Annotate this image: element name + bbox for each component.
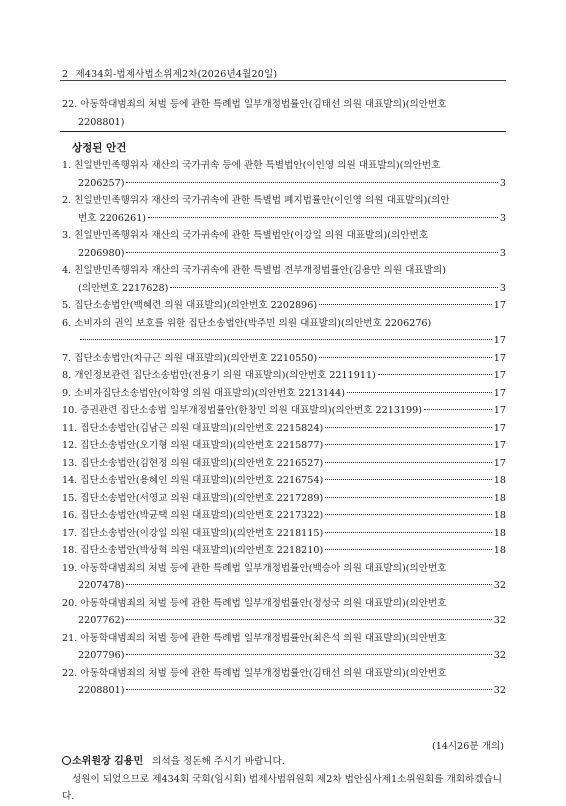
section-divider — [60, 131, 506, 132]
leader-dots — [80, 339, 492, 340]
agenda-item-title-cont: 2207762) — [78, 615, 125, 626]
agenda-item — [62, 560, 506, 595]
agenda-item-page: 18 — [493, 492, 506, 504]
agenda-item-page: 32 — [493, 650, 506, 661]
leader-dots — [325, 444, 492, 445]
page-header — [62, 66, 277, 80]
speech-paragraph: 성원이 되었으므로 제434회 국회(임시회) 법제사법위원회 제2차 법안심사제1소위원회를 개회하겠습니다. — [62, 773, 503, 802]
agenda-item-title: 12. 집단소송법안(오기형 의원 대표발의)(의안번호 2215877) — [62, 440, 324, 451]
agenda-item — [62, 490, 506, 508]
agenda-item-title-cont: 2208801) — [78, 685, 125, 696]
agenda-item-title-cont: (의안번호 2217628) — [78, 282, 169, 294]
leader-dots — [319, 304, 492, 305]
leader-dots — [126, 654, 491, 655]
carried-over-agenda-item — [62, 96, 506, 131]
agenda-item — [62, 472, 506, 490]
leader-dots — [325, 427, 492, 428]
leader-dots — [148, 217, 498, 218]
agenda-item-title-cont: 2206980) — [78, 247, 125, 259]
agenda-item — [62, 455, 506, 473]
section-title: 상정된 안건 — [72, 142, 127, 154]
agenda-item-page: 32 — [493, 615, 506, 626]
agenda-item-page: 18 — [493, 510, 506, 521]
agenda-item-page: 17 — [493, 457, 506, 469]
agenda-item — [62, 315, 506, 350]
agenda-item-title: 5. 집단소송법안(백혜련 의원 대표발의)(의안번호 2202896) — [62, 300, 318, 311]
agenda-item-page: 3 — [499, 177, 506, 189]
agenda-item — [62, 630, 506, 665]
agenda-item-title: 20. 아동학대범죄의 처벌 등에 관한 특례법 일부개정법률안(정성국 의원 대표발의)(의안번호 — [62, 597, 447, 609]
agenda-item-title: 22. 아동학대범죄의 처벌 등에 관한 특례법 일부개정법률안(김태선 의원 대표발의)(의안번호 — [62, 667, 447, 679]
agenda-item-title: 21. 아동학대범죄의 처벌 등에 관한 특례법 일부개정법률안(최은석 의원 대표발의)(의안번호 — [62, 632, 447, 644]
agenda-item-title-cont: 2207796) — [78, 650, 125, 661]
agenda-item-page: 17 — [493, 387, 506, 399]
agenda-item-title: 8. 개인정보관련 집단소송법안(전용기 의원 대표발의)(의안번호 2211911) — [62, 370, 376, 381]
agenda-item — [62, 297, 506, 315]
leader-dots — [126, 584, 491, 585]
agenda-item-page: 17 — [493, 352, 506, 364]
page-number: 2 — [62, 69, 69, 80]
leader-dots — [325, 497, 492, 498]
agenda-item — [62, 437, 506, 455]
agenda-item-title: 15. 집단소송법안(서영교 의원 대표발의)(의안번호 2217289) — [62, 492, 324, 504]
agenda-item-title: 14. 집단소송법안(용혜인 의원 대표발의)(의안번호 2216754) — [62, 475, 324, 486]
carried-item-line-2: 2208801) — [78, 116, 125, 128]
opening-time-note: (14시26분 개의) — [431, 741, 504, 752]
agenda-list — [62, 157, 506, 700]
agenda-item — [62, 525, 506, 543]
agenda-item — [62, 385, 506, 403]
agenda-item — [62, 262, 506, 297]
session-title: 제434회-법제사법소위제2차(2026년4월20일) — [75, 69, 278, 80]
agenda-item-title: 4. 친일반민족행위자 재산의 국가귀속에 관한 특별법 전부개정법률안(김용만 의원 대표발의) — [62, 265, 446, 276]
agenda-item — [62, 227, 506, 262]
agenda-item-title: 1. 친일반민족행위자 재산의 국가귀속 등에 관한 특별법안(이인영 의원 대표발의)(의안번호 — [62, 160, 441, 171]
agenda-item — [62, 595, 506, 630]
agenda-item-page: 18 — [493, 475, 506, 486]
leader-dots — [170, 287, 498, 288]
agenda-item-title: 19. 아동학대범죄의 처벌 등에 관한 특례법 일부개정법률안(백승아 의원 대표발의)(의안번호 — [62, 562, 447, 574]
leader-dots — [378, 374, 492, 375]
leader-dots — [325, 514, 492, 515]
agenda-item-page: 32 — [493, 580, 506, 591]
agenda-item-title: 10. 증권관련 집단소송법 일부개정법률안(한창민 의원 대표발의)(의안번호 2213199) — [62, 405, 423, 416]
leader-dots — [325, 462, 492, 463]
leader-dots — [126, 182, 497, 183]
agenda-item-title: 7. 집단소송법안(차규근 의원 대표발의)(의안번호 2210550) — [62, 352, 318, 364]
agenda-item-page: 17 — [493, 300, 506, 311]
leader-dots — [325, 532, 492, 533]
agenda-item-title: 9. 소비자집단소송법안(이학영 의원 대표발의)(의안번호 2213144) — [62, 387, 345, 399]
speaker-name: 소위원장 김용민 — [72, 756, 144, 767]
agenda-item — [62, 157, 506, 192]
agenda-item-page: 3 — [499, 247, 506, 259]
agenda-item-page: 17 — [493, 370, 506, 381]
agenda-item — [62, 367, 506, 385]
agenda-item-title-cont: 번호 2206261) — [78, 212, 147, 224]
agenda-item — [62, 420, 506, 438]
agenda-item-title: 6. 소비자의 권익 보호를 위한 집단소송법안(박주민 의원 대표발의)(의안번호 2206276) — [62, 317, 432, 329]
agenda-item — [62, 350, 506, 368]
agenda-item-page: 17 — [493, 405, 506, 416]
agenda-item — [62, 402, 506, 420]
agenda-item-title: 18. 집단소송법안(박상혁 의원 대표발의)(의안번호 2218210) — [62, 545, 324, 556]
agenda-item-page: 18 — [493, 545, 506, 556]
agenda-item — [62, 507, 506, 525]
agenda-item-page: 17 — [493, 335, 506, 346]
leader-dots — [319, 357, 492, 358]
agenda-item-title: 13. 집단소송법안(김현정 의원 대표발의)(의안번호 2216527) — [62, 457, 324, 469]
agenda-item-title-cont: 2207478) — [78, 580, 125, 591]
carried-item-line-1: 22. 아동학대범죄의 처벌 등에 관한 특례법 일부개정법률안(김태선 의원 대표발의)(의안번호 — [62, 99, 447, 110]
agenda-item-title: 3. 친일반민족행위자 재산의 국가귀속에 관한 특별법안(이강일 의원 대표발의)(의안번호 — [62, 230, 429, 241]
agenda-item-title-cont: 2206257) — [78, 177, 125, 189]
agenda-item-page: 3 — [499, 212, 506, 224]
leader-dots — [325, 479, 492, 480]
leader-dots — [126, 689, 491, 690]
speech-block — [62, 753, 506, 806]
agenda-item — [62, 192, 506, 227]
agenda-item — [62, 542, 506, 560]
speech-line-1: 의석을 정돈해 주시기 바랍니다. — [152, 756, 285, 767]
leader-dots — [424, 409, 492, 410]
agenda-item-title: 11. 집단소송법안(김남근 의원 대표발의)(의안번호 2215824) — [62, 422, 324, 434]
agenda-item-page: 17 — [493, 440, 506, 451]
agenda-item-title: 16. 집단소송법안(박균택 의원 대표발의)(의안번호 2217322) — [62, 510, 324, 521]
agenda-item — [62, 665, 506, 700]
agenda-item-page: 32 — [493, 685, 506, 696]
leader-dots — [126, 619, 491, 620]
speaker-circle-icon — [62, 756, 71, 765]
leader-dots — [325, 549, 492, 550]
header-divider — [60, 80, 506, 81]
agenda-item-page: 17 — [493, 422, 506, 434]
agenda-item-page: 3 — [499, 282, 506, 294]
agenda-item-title: 2. 친일반민족행위자 재산의 국가귀속에 관한 특별법 폐지법률안(이인영 의원 대표발의)(의안 — [62, 195, 450, 206]
leader-dots — [126, 252, 497, 253]
agenda-item-title: 17. 집단소송법안(이강일 의원 대표발의)(의안번호 2218115) — [62, 527, 324, 539]
agenda-item-page: 18 — [493, 527, 506, 539]
leader-dots — [347, 392, 492, 393]
